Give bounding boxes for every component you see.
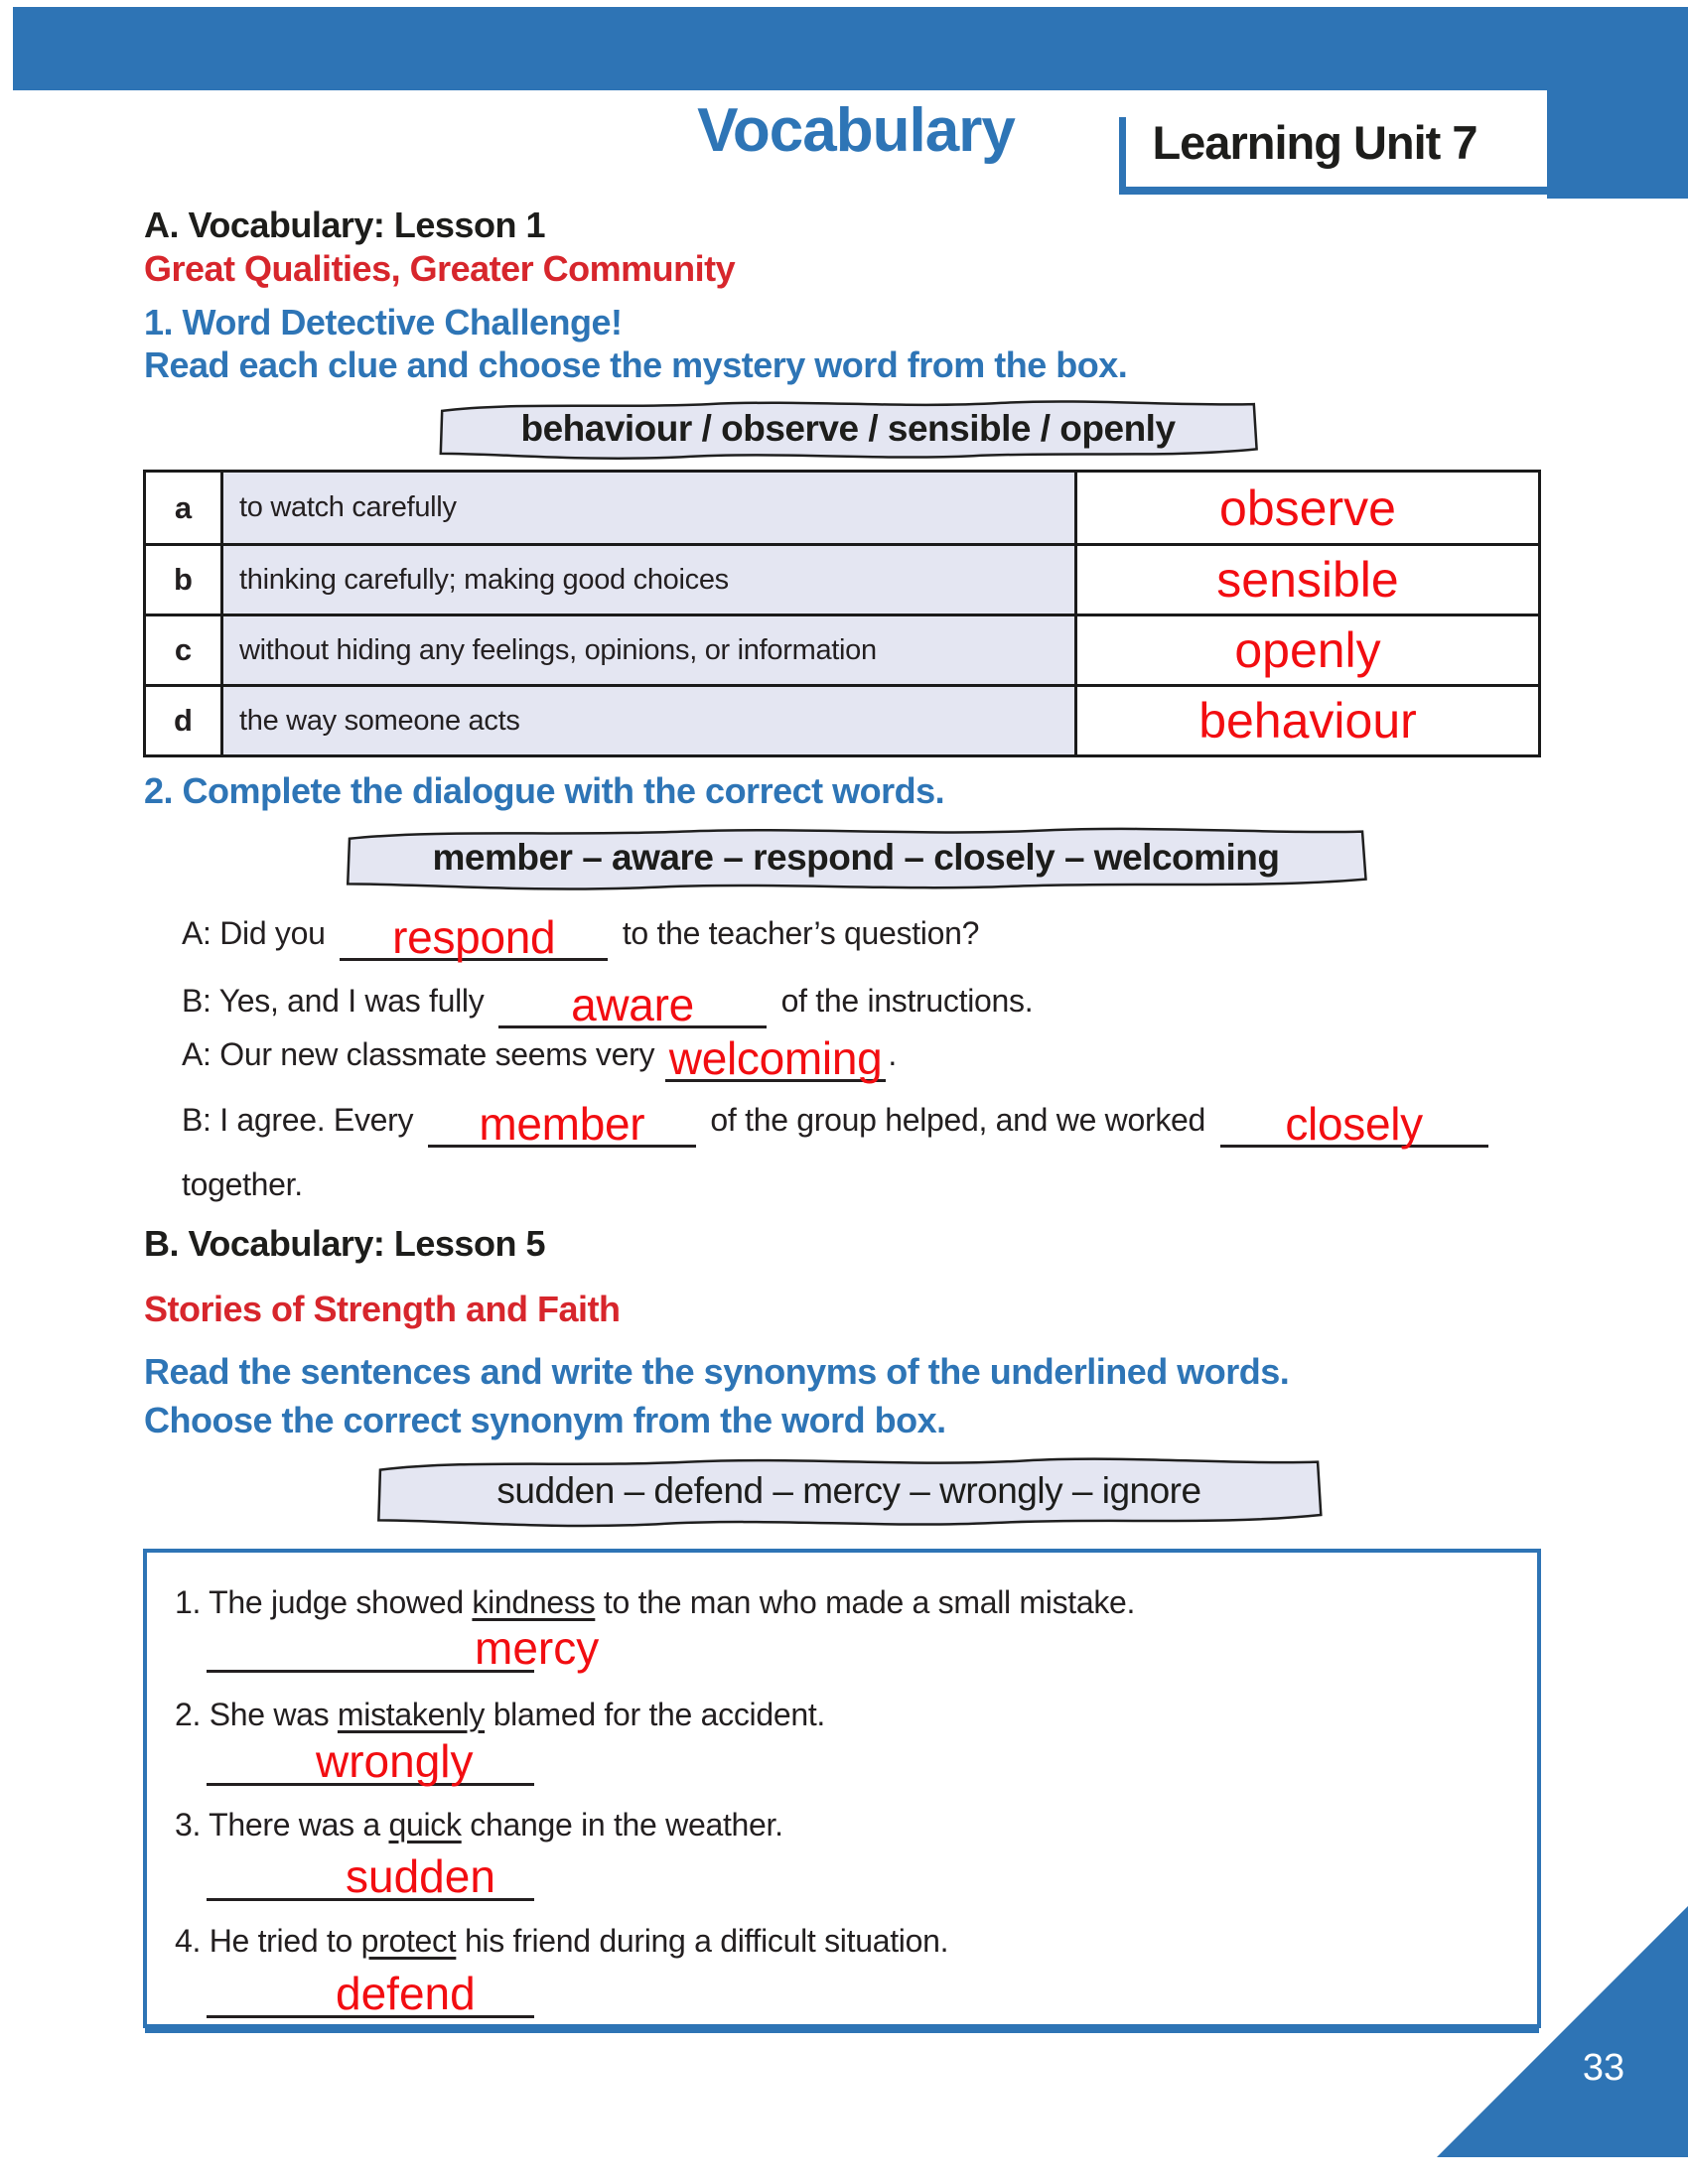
- row-clue: the way someone acts: [223, 687, 1077, 754]
- item-text: She was: [209, 1697, 330, 1732]
- task1-title: 1. Word Detective Challenge!: [144, 302, 623, 342]
- row-letter: d: [146, 687, 223, 754]
- underlined-word: protect: [360, 1923, 457, 1959]
- synonym-answer-field-1[interactable]: mercy: [207, 1622, 534, 1673]
- item-text: change in the weather.: [470, 1807, 783, 1843]
- dialogue-text: together.: [182, 1166, 303, 1202]
- unit-label-box: [1082, 90, 1547, 195]
- synonym-answer-field-4[interactable]: defend: [207, 1968, 534, 2018]
- table-row: [146, 684, 1538, 754]
- answer-blank-closely[interactable]: closely: [1220, 1103, 1488, 1148]
- item-number: 1.: [175, 1584, 202, 1620]
- table-row: [146, 614, 1538, 684]
- answer-blank-welcoming[interactable]: welcoming: [665, 1037, 887, 1082]
- underlined-word: kindness: [472, 1584, 596, 1620]
- underlined-word: mistakenly: [337, 1697, 486, 1732]
- dialogue-line-5: [182, 1166, 303, 1203]
- table-row: [146, 473, 1538, 543]
- table-row: [146, 543, 1538, 614]
- section-a-subheading: Great Qualities, Greater Community: [144, 248, 736, 289]
- row-answer-field[interactable]: observe: [1077, 473, 1538, 543]
- section-b-instruction-2: Choose the correct synonym from the word box.: [144, 1400, 946, 1440]
- item-text: to the man who made a small mistake.: [603, 1584, 1136, 1620]
- task1-instruction: Read each clue and choose the mystery word from the box.: [144, 344, 1128, 385]
- row-letter: b: [146, 546, 223, 614]
- dialogue-text: A: Did you: [182, 915, 326, 951]
- item-number: 4.: [175, 1923, 202, 1959]
- task2-title: 2. Complete the dialogue with the correct words.: [144, 770, 945, 811]
- word-box-2-words: member – aware – respond – closely – welcoming: [432, 837, 1280, 878]
- synonyms-exercise-box: [143, 1549, 1541, 2028]
- row-clue: to watch carefully: [223, 473, 1077, 543]
- underlined-word: quick: [388, 1807, 462, 1843]
- word-box-3: [367, 1451, 1331, 1531]
- answer-blank-respond[interactable]: respond: [340, 916, 608, 961]
- answer-blank-member[interactable]: member: [428, 1103, 696, 1148]
- unit-accent-underline: [1119, 187, 1547, 195]
- item-text: The judge showed: [209, 1584, 464, 1620]
- section-a-heading: A. Vocabulary: Lesson 1: [144, 205, 545, 245]
- unit-label: Learning Unit 7: [1152, 116, 1477, 169]
- dialogue-line-2: [182, 979, 1034, 1030]
- row-answer-field[interactable]: sensible: [1077, 546, 1538, 614]
- dialogue-text: .: [888, 1036, 897, 1072]
- sentence-item-3: [175, 1807, 783, 1843]
- matching-table: [143, 470, 1541, 757]
- dialogue-line-4: [182, 1098, 1494, 1150]
- section-b-heading: B. Vocabulary: Lesson 5: [144, 1223, 545, 1264]
- section-b-instruction-1: Read the sentences and write the synonyms of the underlined words.: [144, 1351, 1290, 1392]
- row-clue: thinking carefully; making good choices: [223, 546, 1077, 614]
- dialogue-line-3: [182, 1032, 897, 1084]
- word-box-1: [431, 395, 1265, 463]
- row-answer-field[interactable]: behaviour: [1077, 687, 1538, 754]
- answer-blank-aware[interactable]: aware: [498, 984, 767, 1028]
- row-letter: a: [146, 473, 223, 543]
- dialogue-text: A: Our new classmate seems very: [182, 1036, 655, 1072]
- corner-triangle: [1437, 1906, 1688, 2157]
- header-right-block: [1547, 7, 1688, 199]
- section-b-subheading: Stories of Strength and Faith: [144, 1289, 621, 1329]
- sentence-item-2: [175, 1697, 825, 1733]
- dialogue-text: of the instructions.: [780, 983, 1034, 1019]
- page-title: Vocabulary: [697, 96, 1015, 165]
- synonym-answer-field-2[interactable]: wrongly: [207, 1735, 534, 1786]
- sentence-item-4: [175, 1923, 948, 1960]
- dialogue-line-1: [182, 911, 980, 963]
- page-number: 33: [1582, 2047, 1625, 2089]
- word-box-1-words: behaviour / observe / sensible / openly: [520, 408, 1176, 449]
- item-text: There was a: [209, 1807, 380, 1843]
- top-banner: [13, 7, 1688, 90]
- dialogue-text: B: Yes, and I was fully: [182, 983, 485, 1019]
- item-number: 2.: [175, 1697, 202, 1732]
- unit-accent-vertical: [1119, 117, 1126, 195]
- row-letter: c: [146, 616, 223, 684]
- sentence-item-1: [175, 1584, 1135, 1621]
- item-text: He tried to: [209, 1923, 353, 1959]
- word-box-3-words: sudden – defend – mercy – wrongly – ignore: [496, 1470, 1201, 1511]
- row-clue: without hiding any feelings, opinions, or information: [223, 616, 1077, 684]
- synonym-answer-field-3[interactable]: sudden: [207, 1850, 534, 1901]
- item-text: his friend during a difficult situation.: [464, 1923, 949, 1959]
- item-number: 3.: [175, 1807, 202, 1843]
- row-answer-field[interactable]: openly: [1077, 616, 1538, 684]
- word-box-2: [336, 822, 1376, 893]
- item-text: blamed for the accident.: [492, 1697, 826, 1732]
- dialogue-text: of the group helped, and we worked: [710, 1102, 1206, 1138]
- dialogue-text: B: I agree. Every: [182, 1102, 414, 1138]
- dialogue-text: to the teacher’s question?: [622, 915, 980, 951]
